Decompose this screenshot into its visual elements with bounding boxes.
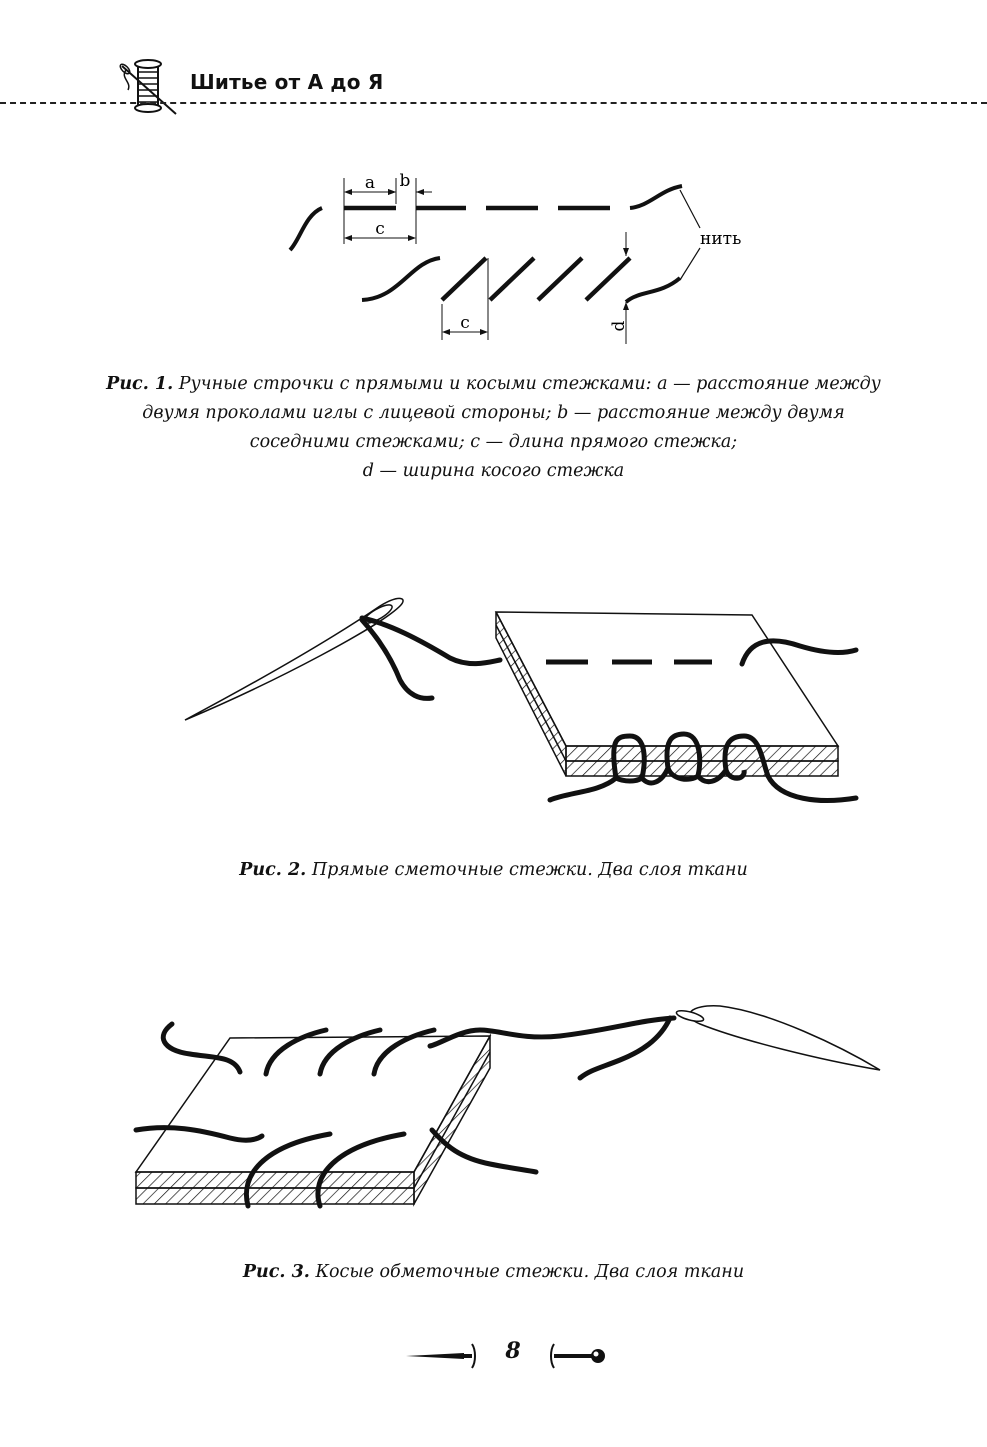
figure-2-caption — [100, 856, 887, 885]
page-number: 8 — [505, 1338, 521, 1364]
pin-right-icon — [548, 1340, 610, 1370]
label-c-top: c — [375, 219, 385, 239]
figure-2-caption-label: Рис. 2. — [239, 860, 307, 880]
figure-2-diagram — [0, 580, 987, 830]
figure-1-diagram — [0, 160, 987, 360]
label-a: a — [364, 173, 376, 193]
book-title: Шитье от А до Я — [190, 70, 384, 94]
figure-3-caption-label: Рис. 3. — [242, 1262, 310, 1282]
figure-1-caption-line2: двумя проколами иглы с лицевой стороны; b — расстояние между двумя — [142, 403, 845, 423]
page-footer — [0, 1330, 987, 1380]
label-b: b — [399, 171, 411, 191]
figure-1-caption-line1 — [100, 370, 887, 399]
figure-3-diagram — [0, 990, 987, 1220]
label-d: d — [609, 320, 629, 332]
figure-2-caption-text: Прямые сметочные стежки. Два слоя ткани — [311, 860, 748, 880]
figure-1-caption — [100, 370, 887, 486]
label-c-bottom: c — [460, 313, 470, 333]
page-header — [0, 52, 987, 112]
header-dashed-divider — [0, 102, 987, 104]
needle-left-icon — [404, 1340, 476, 1370]
thread-spool-icon — [118, 56, 180, 116]
figure-1-caption-line1-text: Ручные строчки с прямыми и косыми стежками: a — расстояние между — [178, 374, 881, 394]
label-thread: нить — [700, 229, 742, 249]
figure-1-caption-line3: соседними стежками; c — длина прямого стежка; — [249, 432, 738, 452]
figure-2 — [0, 580, 987, 830]
figure-1-caption-line4: d — ширина косого стежка — [362, 461, 625, 481]
figure-3-caption-text: Косые обметочные стежки. Два слоя ткани — [315, 1262, 745, 1282]
figure-1 — [0, 160, 987, 360]
figure-1-caption-label: Рис. 1. — [106, 374, 174, 394]
figure-3-caption — [100, 1258, 887, 1287]
figure-3 — [0, 990, 987, 1220]
